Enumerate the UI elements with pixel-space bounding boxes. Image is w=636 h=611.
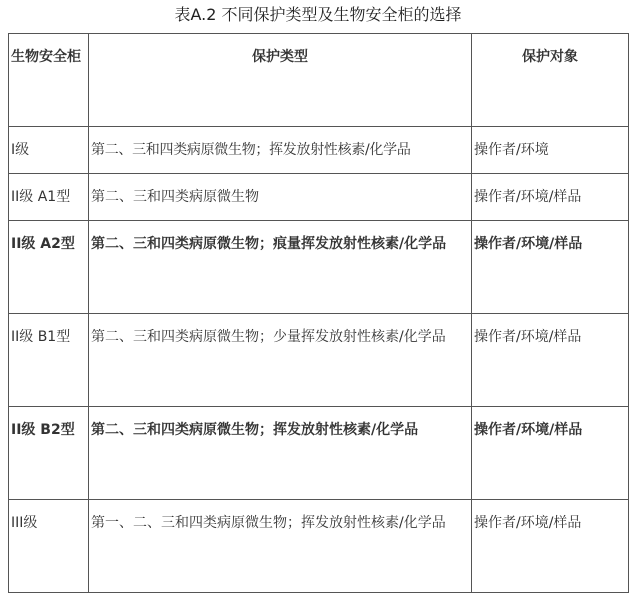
protection-type-cell: 第一、二、三和四类病原微生物；挥发放射性核素/化学品: [89, 500, 472, 593]
table-row: [9, 174, 629, 221]
protection-type-cell: 第二、三和四类病原微生物；痕量挥发放射性核素/化学品: [89, 221, 472, 314]
protection-target-cell: 操作者/环境/样品: [472, 407, 629, 500]
header-cabinet: 生物安全柜: [9, 34, 89, 127]
protection-type-cell: 第二、三和四类病原微生物；挥发放射性核素/化学品: [89, 127, 472, 174]
cabinet-cell: II级 A2型: [9, 221, 89, 314]
protection-type-cell: 第二、三和四类病原微生物；挥发放射性核素/化学品: [89, 407, 472, 500]
protection-target-cell: 操作者/环境/样品: [472, 500, 629, 593]
table-row: [9, 407, 629, 500]
protection-target-cell: 操作者/环境/样品: [472, 174, 629, 221]
protection-type-cell: 第二、三和四类病原微生物: [89, 174, 472, 221]
cabinet-cell: I级: [9, 127, 89, 174]
cabinet-cell: II级 B2型: [9, 407, 89, 500]
protection-target-cell: 操作者/环境: [472, 127, 629, 174]
cabinet-cell: II级 B1型: [9, 314, 89, 407]
table-row: [9, 127, 629, 174]
protection-target-cell: 操作者/环境/样品: [472, 221, 629, 314]
header-protection-type: 保护类型: [89, 34, 472, 127]
cabinet-cell: II级 A1型: [9, 174, 89, 221]
protection-target-cell: 操作者/环境/样品: [472, 314, 629, 407]
header-protection-target: 保护对象: [472, 34, 629, 127]
table-row: [9, 500, 629, 593]
cabinet-selection-table: [8, 33, 629, 593]
cabinet-cell: III级: [9, 500, 89, 593]
table-title: 表A.2 不同保护类型及生物安全柜的选择: [174, 5, 462, 24]
table-header-row: [9, 34, 629, 127]
table-row: [9, 314, 629, 407]
protection-type-cell: 第二、三和四类病原微生物；少量挥发放射性核素/化学品: [89, 314, 472, 407]
table-row: [9, 221, 629, 314]
